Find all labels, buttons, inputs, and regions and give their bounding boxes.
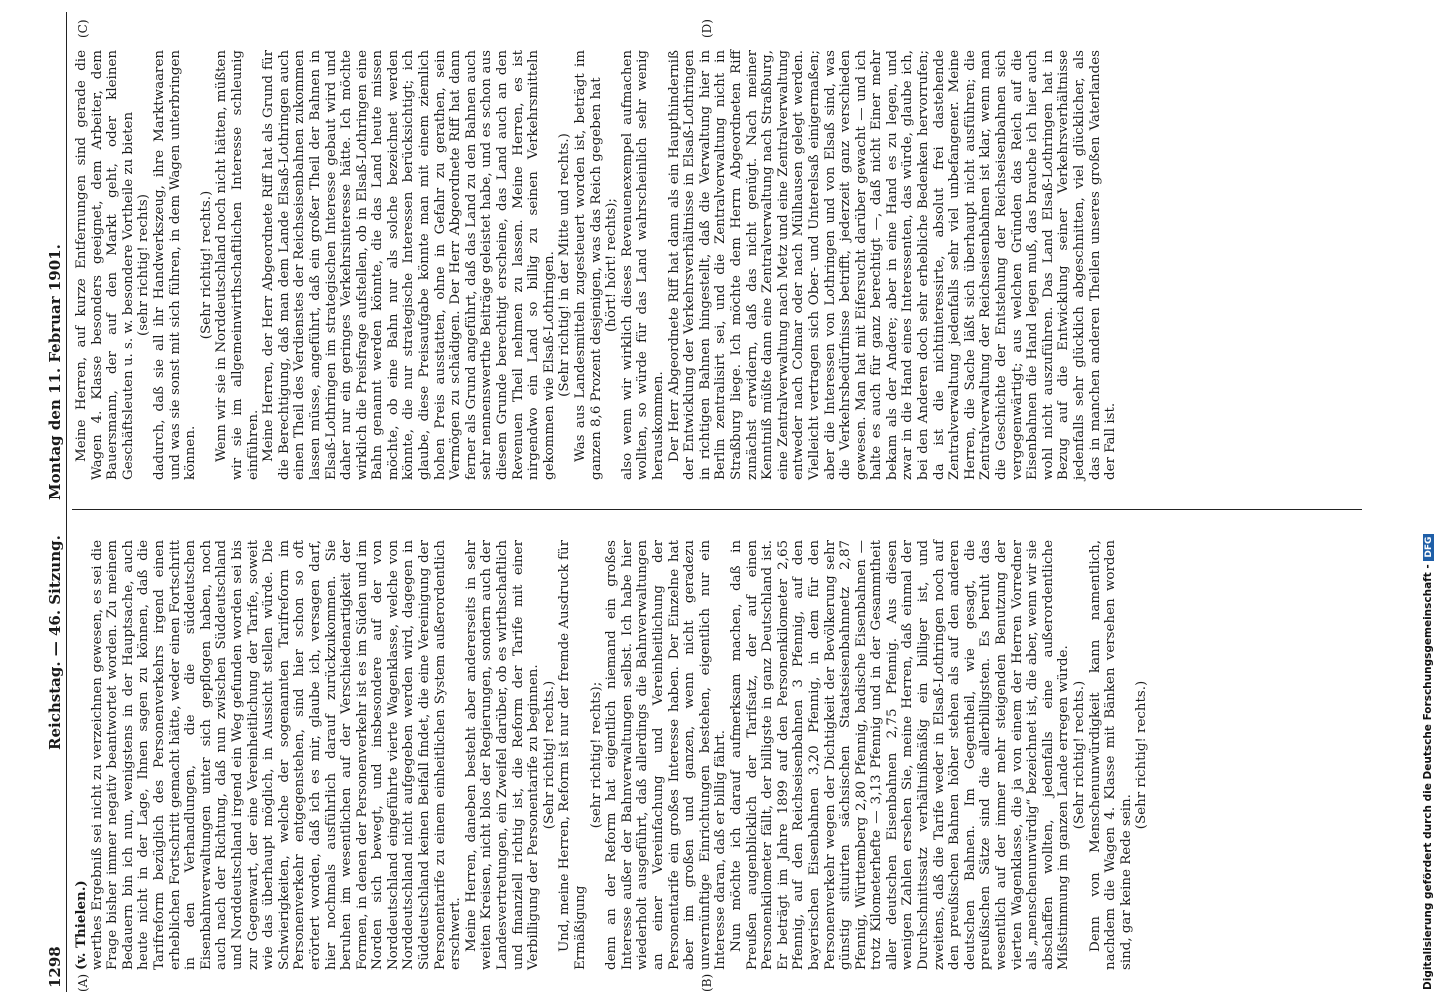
digitization-credit	[1422, 534, 1434, 990]
credit-text: Digitalisierung gefördert durch die Deutsche Forschungsgemeinschaft -	[1422, 564, 1434, 990]
sitting-date: Montag den 11. Februar 1901.	[46, 244, 64, 500]
applause-note: (sehr richtig! rechts)	[136, 194, 152, 336]
paragraph: Meine Herren, auf kurze Entfernungen sind gerade die Wagen 4. Klasse besonders geeignet, dem Arbeiter, dem Bauersmann, der auf den Markt geht, oder kleinen Geschäftsleuten u. s. w. besondere Vortheile zu bieten	[74, 50, 136, 480]
applause-note: (Sehr richtig! rechts.)	[1134, 680, 1150, 830]
paragraph: dadurch, daß sie all ihr Handwerkszeug, ihre Marktwaaren und was sie sonst mit sich führen, in dem Wagen unterbringen können.	[151, 50, 199, 480]
left-column	[74, 540, 1150, 970]
applause-note: (sehr richtig! rechts);	[588, 681, 604, 829]
applause-note: (Sehr richtig! rechts.)	[198, 190, 214, 340]
paragraph: also wenn wir wirklich dieses Revenuenexempel aufmachen wollten, so würde für das Land wahrscheinlich sehr wenig herauskommen.	[619, 50, 666, 480]
page-number: 1298	[46, 946, 64, 988]
applause-note: (Sehr richtig! in der Mitte und rechts.)	[557, 133, 573, 397]
paragraph: Wenn wir sie in Norddeutschland noch nicht hätten, müßten wir sie im allgemeinwirthschaftlichen Interesse schleunig einführen.	[214, 50, 261, 480]
paragraph: denn an der Reform hat eigentlich niemand ein großes Interesse außer der Bahnverwaltungen selbst. Ich habe hier wiederholt ausgeführt, daß allerdings die Bahnverwaltungen an einer Vereinfachung und Vereinheitlichung der Personentarife ein großes Interesse haben. Der Einzelne hat aber im großen und ganzen, wenn nicht geradezu unvernünftige Einrichtungen bestehen, eigentlich nur ein Interesse daran, daß er billig fährt.	[604, 540, 729, 970]
column-divider	[72, 509, 1362, 510]
margin-mark-d: (D)	[700, 19, 714, 38]
paragraph: Meine Herren, daneben besteht aber andererseits in sehr weiten Kreisen, nicht blos der Regierungen, sondern auch der Landesvertretungen, ein Zweifel darüber, ob es wirthschaftlich und finanziell richtig ist, die Reform der Tarife mit einer Verbilligung der Personentarife zu beginnen.	[463, 540, 542, 970]
paragraph: Und, meine Herren, Reform ist nur der fremde Ausdruck für Ermäßigung	[557, 540, 588, 970]
margin-mark-c: (C)	[76, 19, 90, 38]
applause-note: (Sehr richtig! rechts.)	[541, 680, 557, 830]
paragraph: Denn von Menschenunwürdigkeit kann namentlich, nachdem die Wagen 4. Klasse mit Bänken versehen worden sind, gar keine Rede sein.	[1087, 540, 1134, 970]
paragraph: Meine Herren, der Herr Abgeordnete Riff hat als Grund für die Berechtigung, daß man dem Lande Elsaß-Lothringen auch einen Theil des Verdienstes der Reichseisenbahnen zukommen lassen müsse, angeführt, daß ein großer Theil der Bahnen in Elsaß-Lothringen im strategischen Interesse gebaut wird und daher nur ein geringes Verkehrsinteresse hätte. Ich möchte wirklich die Preisfrage aufstellen, ob in Elsaß-Lothringen eine Bahn genannt werden könnte, die das Land heute missen möchte, ob eine Bahn nur als solche bezeichnet werden könnte, die nur strategische Interessen berücksichtigt; ich glaube, diese Preisaufgabe könnte man mit einem ziemlich hohen Preis ausstatten, ohne in Gefahr zu gerathen, sein Vermögen zu schädigen. Der Herr Abgeordnete Riff hat dann ferner als Grund angeführt, daß das Land zu den Bahnen auch sehr nennenswerthe Beiträge geleistet habe, und es schon aus diesem Grunde berechtigt erscheine, das Land auch an den Revenuen Theil nehmen zu lassen. Meine Herren, es ist nirgendwo ein Land so billig zu seinen Verkehrsmitteln gekommen wie Elsaß-Lothringen.	[261, 50, 557, 480]
header-rule	[66, 12, 67, 992]
speaker-name: (v. Thielen.)	[73, 880, 89, 970]
right-column	[74, 50, 1119, 480]
paragraph: Nun möchte ich darauf aufmerksam machen, daß in Preußen augenblicklich der Tarifsatz, der auf einen Personenkilometer fällt, der billigste in ganz Deutschland ist. Er beträgt im Jahre 1899 auf den Personenkilometer 2,65 Pfennig, auf den Reichseisenbahnen 3 Pfennig, auf den bayerischen Eisenbahnen 3,20 Pfennig, in dem für den Personenverkehr wegen der Dichtigkeit der Bevölkerung sehr günstig situirten sächsischen Staatseisenbahnnetz 2,87 Pfennig, Württemberg 2,80 Pfennig, badische Eisenbahnen — trotz Kilometerhefte — 3,13 Pfennig und in der Gesammtheit aller deutschen Eisenbahnen 2,75 Pfennig. Aus diesen wenigen Zahlen ersehen Sie, meine Herren, daß einmal der Durchschnittssatz verhältnißmäßig ein billiger ist, und zweitens, daß die Tarife weder in Elsaß-Lothringen noch auf den preußischen Bahnen höher stehen als auf den anderen deutschen Bahnen. Im Gegentheil, wie gesagt, die preußischen Sätze sind die allerbilligsten. Es beruht das wesentlich auf der immer mehr steigenden Benutzung der vierten Wagenklasse, die ja von einem der Herren Vorredner als „menschenunwürdig“ bezeichnet ist, die aber, wenn wir sie abschaffen wollten, jedenfalls eine außerordentliche Mißstimmung im ganzen Lande erregen würde.	[728, 540, 1072, 970]
margin-mark-a: (A)	[76, 973, 90, 992]
paragraph: Was aus Landesmitteln zugesteuert worden ist, beträgt im ganzen 8,6 Prozent desjenigen, was das Reich gegeben hat	[573, 50, 604, 480]
applause-note: (Sehr richtig! rechts.)	[1072, 680, 1087, 830]
session-title: Reichstag. — 46. Sitzung.	[46, 535, 64, 750]
margin-mark-b: (B)	[700, 973, 714, 992]
paragraph: Der Herr Abgeordnete Riff hat dann als ein Haupthinderniß der Entwicklung der Verkehrsverhältnisse in Elsaß-Lothringen in richtigen Bahnen hingestellt, daß die Verwaltung hier in Berlin zentralisirt sei, und die Zentralverwaltung nicht in Straßburg liege. Ich möchte dem Herrn Abgeordneten Riff zunächst erwidern, daß das nicht genügt. Nach meiner Kenntniß müßte dann eine Zentralverwaltung nach Straßburg, eine Zentralverwaltung nach Metz und eine Zentralverwaltung entweder nach Colmar oder nach Mülhausen gelegt werden. Vielleicht vertragen sich Ober- und Unterelsaß einigermaßen; aber die Interessen von Lothringen und von Elsaß sind, was die Verkehrsbedürfnisse betrifft, jederzeit ganz verschieden gewesen. Man hat mit Eifersucht darüber gewacht — und ich halte es auch für ganz berechtigt —, daß nicht Einer mehr bekam als der Andere; aber in eine Hand es zu legen, und zwar in die Hand eines Interessenten, das würde, glaube ich, bei den Anderen doch sehr erhebliche Bedenken hervorrufen; da ist die nichtinteressirte, absolut frei dastehende Zentralverwaltung jedenfalls sehr viel unbefangener. Meine Herren, die Sache läßt sich überhaupt nicht ausführen; die Zentralverwaltung der Reichseisenbahnen ist klar, wenn man die Geschichte der Entstehung der Reichseisenbahnen sich vergegenwärtigt; aus welchen Gründen das Reich auf die Eisenbahnen die Hand legen muß, das brauche ich hier auch wohl nicht auszuführen. Das Land Elsaß-Lothringen hat in Bezug auf die Entwicklung seiner Verkehrsverhältnisse jedenfalls sehr glücklich abgeschnitten, viel glücklicher, als das in manchen anderen Theilen unseres großen Vaterlandes der Fall ist.	[666, 50, 1119, 480]
dfg-logo: DFG	[1423, 534, 1434, 561]
paragraph: werthes Ergebniß sei nicht zu verzeichnen gewesen, es sei die Frage bisher immer negativ beantwortet worden. Zu meinem Bedauern bin ich nun, wenigstens in der Hauptsache, auch heute nicht in der Lage, Ihnen sagen zu können, daß die Tarifreform bezüglich des Personenverkehrs irgend einen erheblichen Fortschritt gemacht hätte, weder einen Fortschritt in den Verhandlungen, die die süddeutschen Eisenbahnverwaltungen unter sich gepflogen haben, noch auch nach der Richtung, daß nun zwischen Süddeutschland und Norddeutschland irgend ein Weg gefunden worden sei bis zur Gegenwart, der eine Vereinheitlichung der Tarife, soweit wie das überhaupt möglich, in Aussicht stellen würde. Die Schwierigkeiten, welche der sogenannten Tarifreform im Personenverkehr entgegenstehen, sind hier schon so oft erörtert worden, daß ich es mir, glaube ich, versagen darf, hier nochmals ausführlich darauf zurückzukommen. Sie beruhen im wesentlichen auf der Verschiedenartigkeit der Formen, in denen der Personenverkehr ist es im Süden und im Norden sich bewegt, und insbesondere auf der von Norddeutschland eingeführte vierte Wagenklasse, welche von Norddeutschland nicht aufgegeben werden wird, dagegen in Süddeutschland keinen Beifall findet, die eine Vereinigung der Personentarife zu einem einheitlichen System außerordentlich erschwert.	[89, 540, 464, 970]
applause-note: (hört! hört! rechts);	[604, 198, 620, 332]
